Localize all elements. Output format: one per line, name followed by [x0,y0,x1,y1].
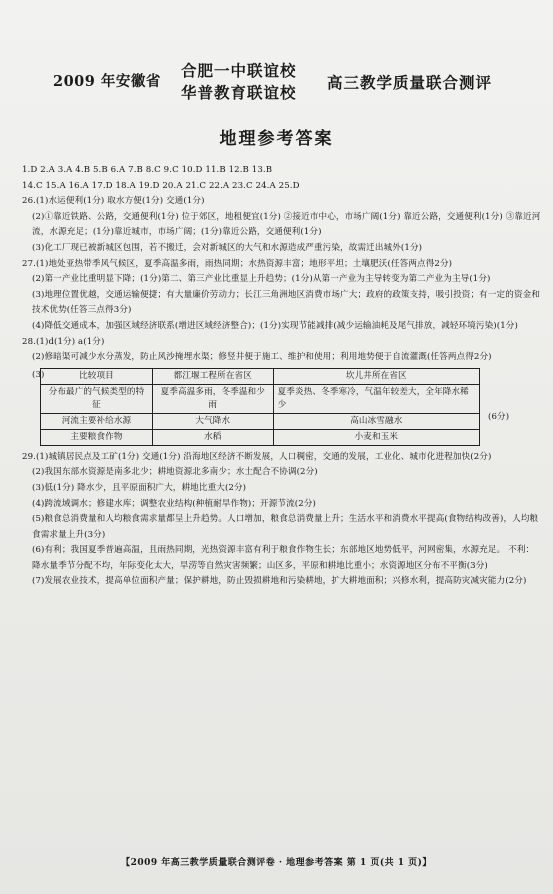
table-cell: 大气降水 [152,413,273,429]
q29-part-6: (6)有利；我国夏季普遍高温，且雨热同期，光热资源丰富有利于粮食作物生长；东部地区地势低平，河网密集，水源充足。 不利：降水量季节分配不均，年际变化太大，旱涝等自然灾害频繁；山区多，平原和耕地比重小；水资源地区分布不平衡(3分) [32,545,535,571]
q27-part-3: (3)地理位置优越，交通运输便捷；有大量廉价劳动力；长江三角洲地区消费市场广大；政府的政策支持，吸引投资；有一定的资金和技术优势(任答三点得3分) [32,289,541,316]
table-cell: 夏季高温多雨，冬季温和少雨 [152,384,273,413]
q28-part-1: 28.(1)d(1分) a(1分) [22,336,105,347]
table-header-cell: 比较项目 [41,368,153,384]
table-header-cell: 坎儿井所在省区 [273,368,479,384]
document-header [0,58,553,104]
q29-part-5: (5)粮食总消费量和人均粮食需求量都呈上升趋势。人口增加，粮食总消费量上升；生活水平和消费水平提高(食物结构改善)，人均粮食需求量上升(3分) [32,514,539,540]
choice-answers-row-2: 14.C 15.A 16.A 17.D 18.A 19.D 20.A 21.C 22.A 23.C 24.A 25.D [22,180,300,191]
q29-part-1: 29.(1)城镇居民点及工矿(1分) 交通(1分) 沿海地区经济不断发展，人口稠密，交通的发展，工业化、城市化进程加快(2分) [22,451,492,462]
table-cell: 河流主要补给水源 [41,413,153,429]
answer-content [22,163,542,590]
q28-table-label: (3) [32,369,45,380]
q29-part-3: (3)低(1分) 降水少，且平原面积广大，耕地比重大(2分) [32,482,247,493]
header-school-line-2: 华普教育联谊校 [181,83,297,102]
q27-part-4: (4)降低交通成本，加强区域经济联系(增进区域经济整合)；(1分)实现节能减排(减少运输油耗及尾气排放，减轻环境污染)(1分) [32,320,518,331]
table-cell: 夏季炎热、冬季寒冷，气温年较差大，全年降水稀少 [273,384,479,413]
header-school-line-1: 合肥一中联谊校 [181,61,297,80]
page-footer: 【2009 年高三教学质量联合测评卷 · 地理参考答案 第 1 页(共 1 页)】 [121,858,432,868]
q26-part-1: 26.(1)水运便利(1分) 取水方便(1分) 交通(1分) [22,196,205,207]
q27-part-2: (2)第一产业比重明显下降；(1分)第二、第三产业比重显上升趋势；(1分)从第一产业为主导转变为第二产业为主导(1分) [32,274,491,285]
header-exam-name: 高三教学质量联合测评 [327,73,493,92]
table-row [41,384,480,413]
q29-part-4: (4)跨流域调水；修建水库；调整农业结构(种植耐旱作物)；开源节流(2分) [32,498,316,509]
q29-part-7: (7)发展农业技术，提高单位面积产量；保护耕地，防止毁损耕地和污染耕地，扩大耕地面积；兴修水利，提高防灾减灾能力(2分) [32,576,527,587]
q27-part-1: 27.(1)地处亚热带季风气候区，夏季高温多雨，雨热同期；水热资源丰富；地形平坦；土壤肥沃(任答两点得2分) [22,258,453,269]
document-title: 地理参考答案 [219,129,334,149]
table-header-row [41,368,480,384]
table-cell: 水稻 [152,429,273,445]
q26-part-2: (2)①靠近铁路、公路，交通便利(1分) 位于郊区，地租便宜(1分) ②接近市中心，市场广阔(1分) 靠近公路，交通便利(1分) ③靠近河流，水源充足；(1分)靠近城市，市场广阔；(1分)靠近公路，交通便利(1分) [32,211,541,238]
q26-part-3: (3)化工厂现已被新城区包围，若不搬迁，会对新城区的大气和水源造成严重污染，故需迁出城外(1分) [32,242,423,253]
table-cell: 分布最广的气候类型的特征 [41,384,153,413]
table-cell: 小麦和玉米 [273,429,479,445]
q28-table-block [22,368,542,446]
table-header-cell: 都江堰工程所在省区 [152,368,273,384]
table-cell: 高山冰雪融水 [273,413,479,429]
q29-part-2: (2)我国东部水资源是南多北少；耕地资源北多南少；水土配合不协调(2分) [32,467,318,478]
table-cell: 主要粮食作物 [41,429,153,445]
table-row [41,413,480,429]
header-school-names [181,60,297,104]
q28-part-2: (2)修暗渠可减少水分蒸发，防止风沙掩埋水渠；修竖井便于施工、维护和使用；利用地势便于自流灌溉(任答两点得2分) [32,352,492,363]
choice-answers-row-1: 1.D 2.A 3.A 4.B 5.B 6.A 7.B 8.C 9.C 10.D 11.B 12.B 13.B [22,165,273,175]
comparison-table [40,368,480,446]
header-year-province: 2009 年安徽省 [53,73,161,90]
table-row [41,429,480,445]
q28-table-score: (6分) [488,411,510,422]
